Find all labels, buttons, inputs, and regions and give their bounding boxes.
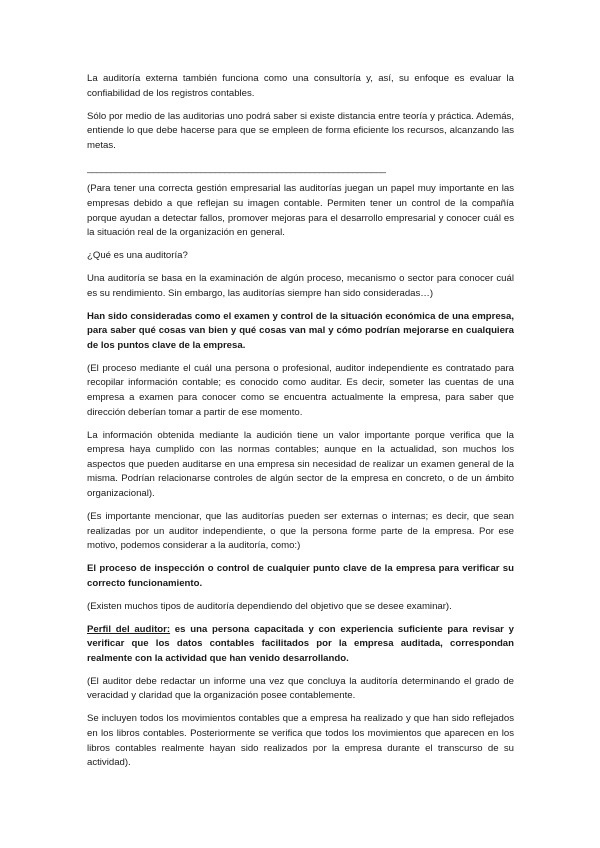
paragraph-bold-inspection: El proceso de inspección o control de cualquier punto clave de la empresa para verificar su correcto funcionamiento. — [87, 563, 514, 589]
auditor-profile-text: es una persona capacitada y con experiencia suficiente para revisar y verificar que los datos contables facilitados por la empresa auditada, correspondan realmente con la actividad que han venido desarrollando. — [87, 623, 514, 664]
paragraph-external-audit: La auditoría externa también funciona como una consultoría y, así, su enfoque es evaluar la confiabilidad de los registros contables. — [87, 73, 514, 99]
paragraph-internal-external: (Es importante mencionar, que las auditorías pueden ser externas o internas; es decir, que sean realizadas por un auditor independiente, o que la persona forme parte de la empresa. Por ese motivo, podemos considerar a la auditoría, como:) — [87, 510, 514, 552]
auditor-profile-label: Perfil del auditor: — [87, 623, 171, 635]
paragraph-audit-definition: Una auditoría se basa en la examinación de algún proceso, mecanismo o sector para conocer cuál es su rendimiento. Sin embargo, las auditorías siempre han sido consideradas…) — [87, 273, 514, 299]
paragraph-information-value: La información obtenida mediante la audición tiene un valor importante porque verifica que la empresa haya cumplido con las normas contables; aunque en la actualidad, son muchos los aspectos que pueden auditarse en una empresa sin necesidad de realizar un examen general de la misma. Podrían relacionarse controles de algún sector de la empresa en concreto, o de un ámbito organizacional). — [87, 429, 514, 499]
paragraph-accounting-movements: Se incluyen todos los movimientos contables que a empresa ha realizado y que han sido reflejados en los libros contables. Posteriormente se verifica que todos los movimientos que aparecen en los libros contables realmente hayan sido realizados por la empresa durante el transcurso de su actividad). — [87, 713, 514, 769]
paragraph-audit-types: (Existen muchos tipos de auditoría dependiendo del objetivo que se desee examinar). — [87, 600, 452, 612]
paragraph-bold-definition: Han sido consideradas como el examen y control de la situación económica de una empresa, para saber qué cosas van bien y qué cosas van mal y cómo podrían mejorarse en cualquiera de los puntos clave de la empresa. — [87, 310, 514, 351]
document-body — [87, 72, 514, 779]
paragraph-audit-purpose: Sólo por medio de las auditorias uno podrá saber si existe distancia entre teoría y práctica. Además, entiende lo que debe hacerse para que se empleen de forma eficiente los recursos, alcanzando las metas. — [87, 110, 514, 151]
paragraph-audit-process: (El proceso mediante el cuál una persona o profesional, auditor independiente es contratado para recopilar información contable; es conocido como auditar. Es decir, someter las cuentas de una empresa a examen para conocer como se encuentra actualmente la empresa, para saber que dirección deberían tomar a partir de ese momento. — [87, 362, 514, 418]
paragraph-business-management: (Para tener una correcta gestión empresarial las auditorías juegan un papel muy importante en las empresas debido a que reflejan su imagen contable. Permiten tener un control de la compañía porque ayudan a detectar fallos, promover mejoras para el desarrollo empresarial y conocer cuál es la situación real de la organización en general. — [87, 183, 514, 239]
question-heading: ¿Qué es una auditoría? — [87, 250, 188, 262]
separator-line: _______________________________________________________________ — [87, 162, 386, 174]
paragraph-auditor-profile — [87, 623, 514, 667]
paragraph-audit-report: (El auditor debe redactar un informe una vez que concluya la auditoría determinando el grado de veracidad y claridad que la organización posee contablemente. — [87, 675, 514, 702]
